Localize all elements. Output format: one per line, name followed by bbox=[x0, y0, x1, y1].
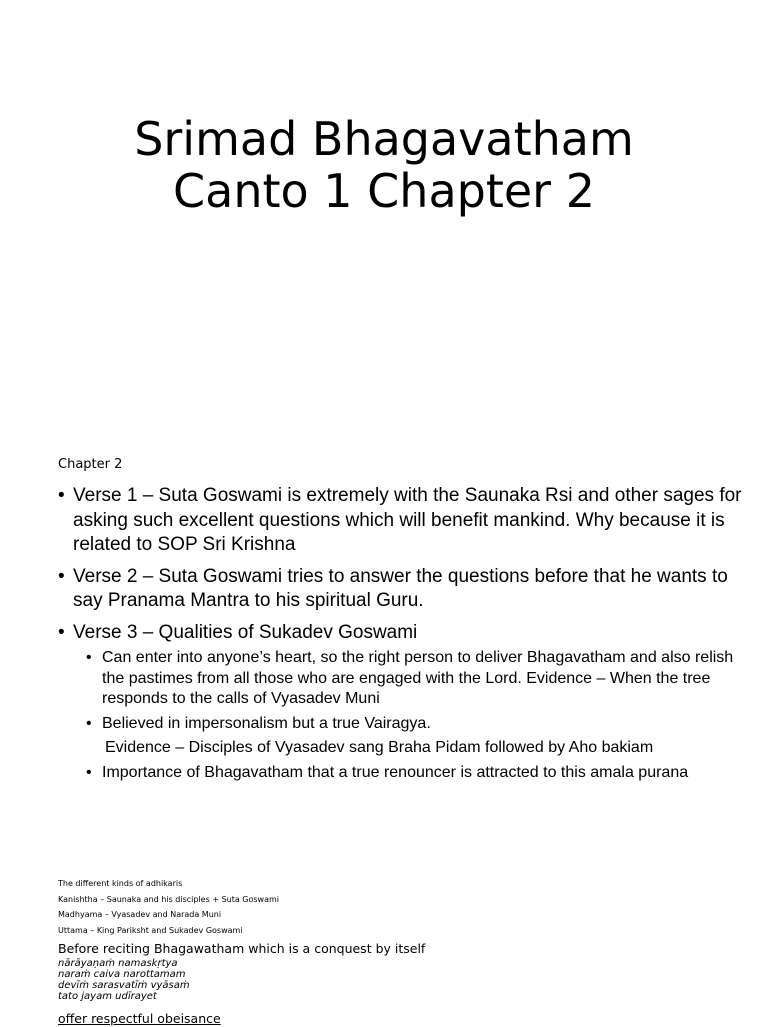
sanskrit-verse bbox=[58, 958, 708, 1002]
quality-item: • Importance of Bhagavatham that a true renouncer is attracted to this amala purana bbox=[86, 763, 748, 784]
chapter-label: Chapter 2 bbox=[58, 457, 123, 472]
notes-section bbox=[58, 876, 708, 1027]
verse-list bbox=[58, 484, 748, 783]
sanskrit-line: naraṁ caiva narottamam bbox=[58, 969, 186, 980]
verse-item bbox=[58, 621, 748, 784]
sanskrit-line: tato jayam udīrayet bbox=[58, 991, 157, 1002]
adhikari-madhyama: Madhyama – Vyasadev and Narada Muni bbox=[58, 910, 222, 919]
adhikaris-heading: The different kinds of adhikaris bbox=[58, 879, 183, 888]
verse-item: • Verse 1 – Suta Goswami is extremely with the Saunaka Rsi and other sages for asking such excellent questions which will benefit mankind. Why because it is related to SOP Sri Krishna bbox=[58, 484, 748, 558]
offer-obeisance: offer respectful obeisance bbox=[58, 1011, 221, 1026]
verse-heading: Verse 3 – Qualities of Sukadev Goswami bbox=[73, 621, 418, 643]
quality-list bbox=[86, 648, 748, 734]
title-line-1: Srimad Bhagavatham bbox=[134, 112, 634, 166]
quality-item: • Can enter into anyone’s heart, so the right person to deliver Bhagavatham and also relish the pastimes from all those who are engaged with the Lord. Evidence – When the tree responds to the calls of Vyasadev Muni bbox=[86, 648, 748, 710]
quality-list bbox=[86, 763, 748, 784]
adhikari-kanishtha: Kanishtha – Saunaka and his disciples + Suta Goswami bbox=[58, 894, 280, 904]
sanskrit-line: nārāyaṇaṁ namaskṛtya bbox=[58, 958, 178, 969]
adhikari-uttama: Uttama – King Pariksht and Sukadev Goswami bbox=[58, 925, 243, 935]
verse-content bbox=[58, 456, 748, 790]
quality-item: • Believed in impersonalism but a true Vairagya. bbox=[86, 714, 748, 735]
verse-item: • Verse 2 – Suta Goswami tries to answer the questions before that he wants to say Pranama Mantra to his spiritual Guru. bbox=[58, 565, 748, 614]
title-line-2: Canto 1 Chapter 2 bbox=[173, 164, 595, 218]
page-title bbox=[0, 113, 768, 217]
evidence-line: Evidence – Disciples of Vyasadev sang Braha Pidam followed by Aho bakiam bbox=[105, 739, 654, 756]
sanskrit-line: devīṁ sarasvatīṁ vyāsaṁ bbox=[58, 980, 190, 991]
reciting-note: Before reciting Bhagawatham which is a conquest by itself bbox=[58, 941, 426, 956]
